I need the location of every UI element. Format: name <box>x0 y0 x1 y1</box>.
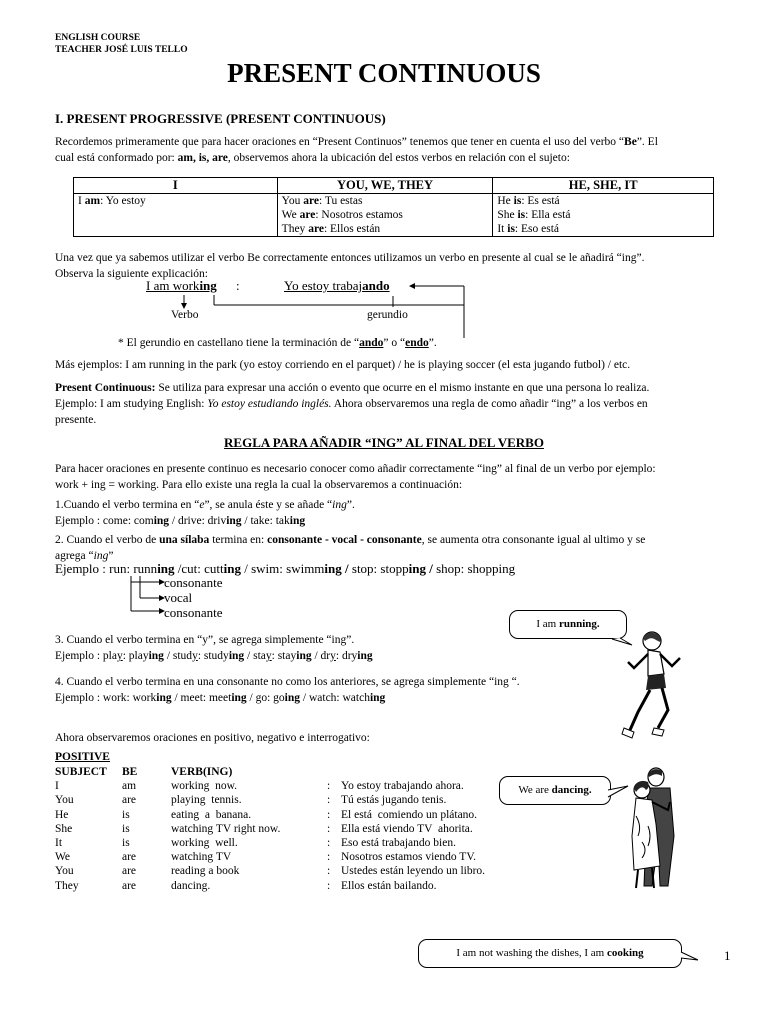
table-row: They are dancing. : Ellos están bailando. <box>55 879 437 892</box>
teacher-label: TEACHER JOSÉ LUIS TELLO <box>55 45 188 55</box>
table-row: She is watching TV right now. : Ella está viendo TV ahorita. <box>55 822 473 835</box>
speech-bubble-cooking: I am not washing the dishes, I am cooking <box>418 939 682 968</box>
table-header: YOU, WE, THEY <box>277 178 493 194</box>
rule-2-example: Ejemplo : run: running /cut: cutting / swim: swimming / stop: stopping / shop: shopping <box>55 561 516 576</box>
course-label: ENGLISH COURSE <box>55 33 141 43</box>
rule-3: 3. Cuando el verbo termina en “y”, se agrega simplemente “ing”. Ejemplo : play: playing / study: studying / stay: staying / dry: drying <box>55 634 373 662</box>
positive-heading: POSITIVE <box>55 751 110 763</box>
table-header: HE, SHE, IT <box>493 178 714 194</box>
table-cell-you-we-they: You are: Tu estas We are: Nosotros estamos They are: Ellos están <box>277 194 493 237</box>
positive-header-row: SUBJECT BE VERB(ING) <box>55 766 233 778</box>
table-row: I am working now. : Yo estoy trabajando ahora. <box>55 780 464 793</box>
table-row: It is working well. : Eso está trabajando bien. <box>55 837 456 850</box>
table-row: You are playing tennis. : Tú estás jugando tenis. <box>55 794 447 807</box>
rule-intro: Para hacer oraciones en presente continuo es necesario conocer como añadir correctamente “ing” al final de un verbo por ejemplo: work + ing = working. Para ello existe una regla la cual la observaremos a continuación: <box>55 463 656 491</box>
table-row: You are reading a book : Ustedes están leyendo un libro. <box>55 865 486 878</box>
label-gerundio: gerundio <box>367 309 408 321</box>
table-row: We are watching TV : Nosotros estamos viendo TV. <box>55 851 477 864</box>
rule-heading: REGLA PARA AÑADIR “ING” AL FINAL DEL VERBO <box>224 435 544 450</box>
example-working: I am working <box>146 278 217 293</box>
rule-2: 2. Cuando el verbo de una sílaba termina en: consonante - vocal - consonante, se aumenta otra consonante igual al ultimo y se agrega “ing” <box>55 534 646 562</box>
runner-illustration <box>610 628 690 750</box>
intro-paragraph: Recordemos primeramente que para hacer oraciones en “Present Continuos” tenemos que tener en cuenta el uso del verbo “Be”. El cual está conformado por: am, is, are, observemos ahora la ubicación del estos verbos en relación con el sujeto: <box>55 136 658 164</box>
section-heading: I. PRESENT PROGRESSIVE (PRESENT CONTINUOUS) <box>55 111 386 126</box>
gerund-note: * El gerundio en castellano tiene la terminación de “ando” o “endo”. <box>118 337 437 349</box>
example-colon: : <box>236 278 240 293</box>
rule-4: 4. Cuando el verbo termina en una consonante no como los anteriores, se agrega simplemente “ing “. Ejemplo : work: working / meet: meeting / go: going / watch: watching <box>55 676 520 704</box>
dancers-illustration <box>612 766 690 898</box>
definition-paragraph: Present Continuous: Se utiliza para expresar una acción o evento que ocurre en el mismo instante en que una persona lo realiza. Ejemplo: I am studying English: Yo estoy estudiando inglés. Ahora observaremos una regla de como añadir “ing” a los verbos en presente. <box>55 382 650 426</box>
table-cell-he-she-it: He is: Es está She is: Ella está It is: Eso está <box>493 194 714 237</box>
rule-1: 1.Cuando el verbo termina en “e”, se anula éste y se añade “ing”. Ejemplo : come: coming / drive: driving / take: taking <box>55 499 355 527</box>
speech-bubble-running: I am running. <box>509 610 627 639</box>
example-trabajando: Yo estoy trabajando <box>284 278 390 293</box>
table-cell-i: I am: Yo estoy <box>74 194 278 237</box>
explanation-paragraph: Una vez que ya sabemos utilizar el verbo Be correctamente entonces utilizamos un verbo en presente al cual se le añadirá “ing”. Observa la siguiente explicación: <box>55 252 645 280</box>
table-header: I <box>74 178 278 194</box>
label-verbo: Verbo <box>171 309 199 321</box>
speech-bubble-dancing: We are dancing. <box>499 776 611 805</box>
page-title: PRESENT CONTINUOUS <box>227 58 541 88</box>
more-examples: Más ejemplos: I am running in the park (yo estoy corriendo en el parquet) / he is playing soccer (el esta jugando futbol) / etc. <box>55 359 631 371</box>
positive-intro: Ahora observaremos oraciones en positivo, negativo e interrogativo: <box>55 732 370 744</box>
cvc-labels: consonante vocal consonante <box>164 575 223 620</box>
table-row: He is eating a banana. : El está comiendo un plátano. <box>55 808 478 821</box>
page-number: 1 <box>724 948 731 963</box>
